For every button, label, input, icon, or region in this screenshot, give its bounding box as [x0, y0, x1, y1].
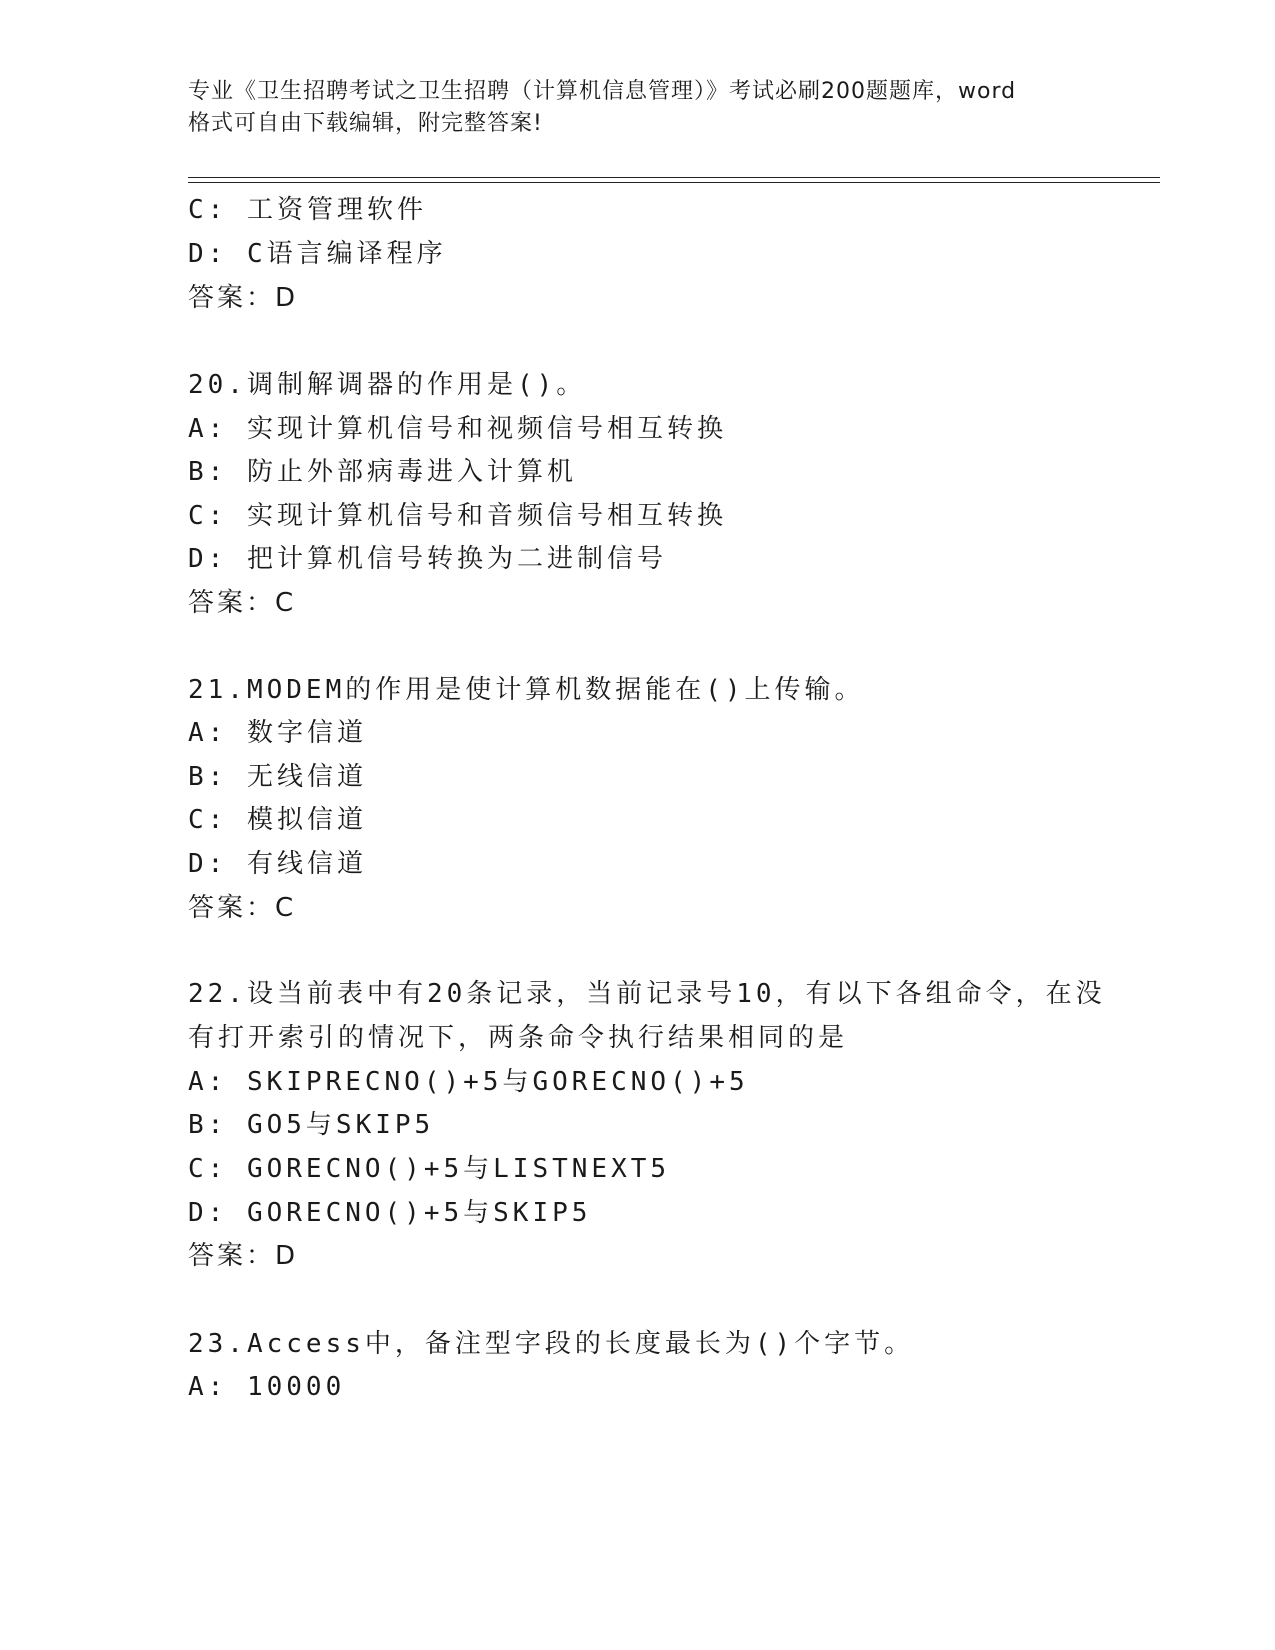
q22-option-a: A: SKIPRECNO()+5与GORECNO()+5	[188, 1067, 749, 1097]
q20-option-d: D: 把计算机信号转换为二进制信号	[188, 544, 667, 574]
q23-option-a: A: 10000	[188, 1372, 346, 1402]
q21-option-c: C: 模拟信道	[188, 805, 367, 835]
q19-option-c: C: 工资管理软件	[188, 195, 427, 225]
q21-stem: 21.MODEM的作用是使计算机数据能在()上传输。	[188, 675, 865, 705]
header-rule-top	[188, 177, 1160, 178]
q22-option-d: D: GORECNO()+5与SKIP5	[188, 1198, 592, 1228]
q20-answer: 答案：C	[188, 588, 297, 618]
q21-option-a: A: 数字信道	[188, 718, 367, 748]
header-rule-bottom	[188, 182, 1160, 183]
q22-answer: 答案：D	[188, 1241, 299, 1271]
q20-option-b: B: 防止外部病毒进入计算机	[188, 457, 577, 487]
q22-option-c: C: GORECNO()+5与LISTNEXT5	[188, 1154, 671, 1184]
q19-option-d: D: C语言编译程序	[188, 239, 447, 269]
document-header	[188, 76, 1088, 140]
q22-stem-line-2: 有打开索引的情况下，两条命令执行结果相同的是	[188, 1023, 849, 1053]
q20-option-a: A: 实现计算机信号和视频信号相互转换	[188, 414, 727, 444]
q21-option-d: D: 有线信道	[188, 849, 367, 879]
q23-stem: 23.Access中，备注型字段的长度最长为()个字节。	[188, 1329, 915, 1359]
q21-answer: 答案：C	[188, 893, 297, 923]
header-line-1: 专业《卫生招聘考试之卫生招聘（计算机信息管理）》考试必刷200题题库，word	[188, 79, 1017, 104]
header-line-2: 格式可自由下载编辑，附完整答案!	[188, 111, 543, 136]
q22-option-b: B: GO5与SKIP5	[188, 1110, 435, 1140]
q20-stem: 20.调制解调器的作用是()。	[188, 370, 587, 400]
q22-stem-line-1: 22.设当前表中有20条记录，当前记录号10，有以下各组命令，在没	[188, 979, 1106, 1009]
q20-option-c: C: 实现计算机信号和音频信号相互转换	[188, 501, 727, 531]
q19-answer: 答案：D	[188, 283, 299, 313]
q21-option-b: B: 无线信道	[188, 762, 367, 792]
